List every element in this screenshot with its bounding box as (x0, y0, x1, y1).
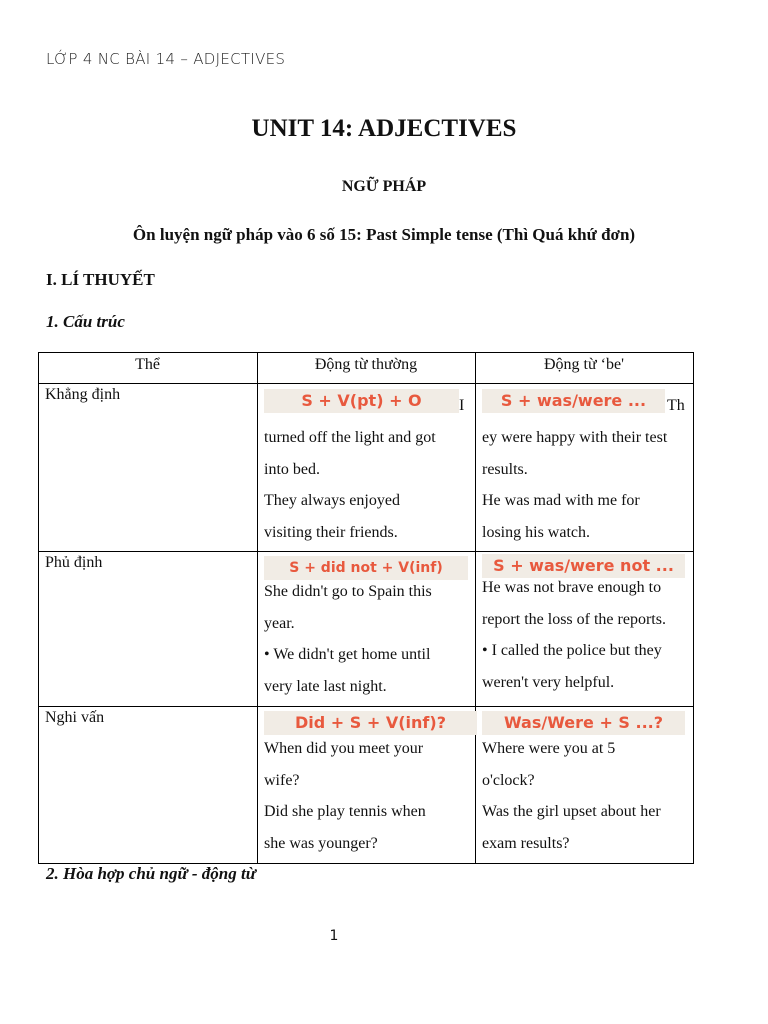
formula-negative-regular: S + did not + V(inf) (264, 556, 468, 580)
examples-interrogative-regular: When did you meet your wife? Did she play tennis when she was younger? (264, 740, 426, 852)
sentence-fragment: Th (667, 397, 685, 414)
formula-negative-be: S + was/were not ... (482, 554, 685, 578)
row-label-negative: Phủ định (45, 554, 103, 571)
formula-affirmative-be: S + was/were ... (482, 389, 665, 413)
formula-interrogative-regular: Did + S + V(inf)? (264, 711, 477, 735)
table-header-form: Thể (135, 356, 160, 373)
examples-interrogative-be: Where were you at 5 o'clock? Was the girl upset about her exam results? (482, 740, 661, 852)
table-header-be-verb: Động từ ‘be' (544, 356, 624, 373)
page-title: UNIT 14: ADJECTIVES (251, 115, 517, 142)
formula-interrogative-be: Was/Were + S ...? (482, 711, 685, 735)
section-heading-theory: I. LÍ THUYẾT (46, 270, 155, 289)
section-heading-grammar: NGỮ PHÁP (341, 178, 427, 195)
grammar-topic: Ôn luyện ngữ pháp vào 6 số 15: Past Simple tense (Thì Quá khứ đơn) (132, 225, 636, 244)
examples-affirmative-regular: turned off the light and got into bed. They always enjoyed visiting their friends. (264, 429, 436, 541)
row-label-interrogative: Nghi vấn (45, 709, 105, 726)
document-header: LỚP 4 NC BÀI 14 – ADJECTIVES (46, 50, 286, 68)
page-number: 1 (329, 928, 339, 944)
subsection-heading-structure: 1. Cấu trúc (46, 312, 125, 331)
examples-negative-be: He was not brave enough to report the loss of the reports. • I called the police but they weren't very helpful. (482, 579, 666, 691)
formula-affirmative-regular: S + V(pt) + O (264, 389, 459, 413)
sentence-fragment: I (459, 397, 465, 414)
examples-negative-regular: She didn't go to Spain this year. • We didn't get home until very late last night. (264, 583, 432, 695)
table-header-regular-verb: Động từ thường (314, 356, 418, 373)
examples-affirmative-be: ey were happy with their test results. He was mad with me for losing his watch. (482, 429, 668, 541)
row-label-affirmative: Khẳng định (45, 386, 121, 403)
subsection-heading-agreement: 2. Hòa hợp chủ ngữ - động từ (46, 864, 256, 883)
grammar-table (38, 352, 694, 864)
